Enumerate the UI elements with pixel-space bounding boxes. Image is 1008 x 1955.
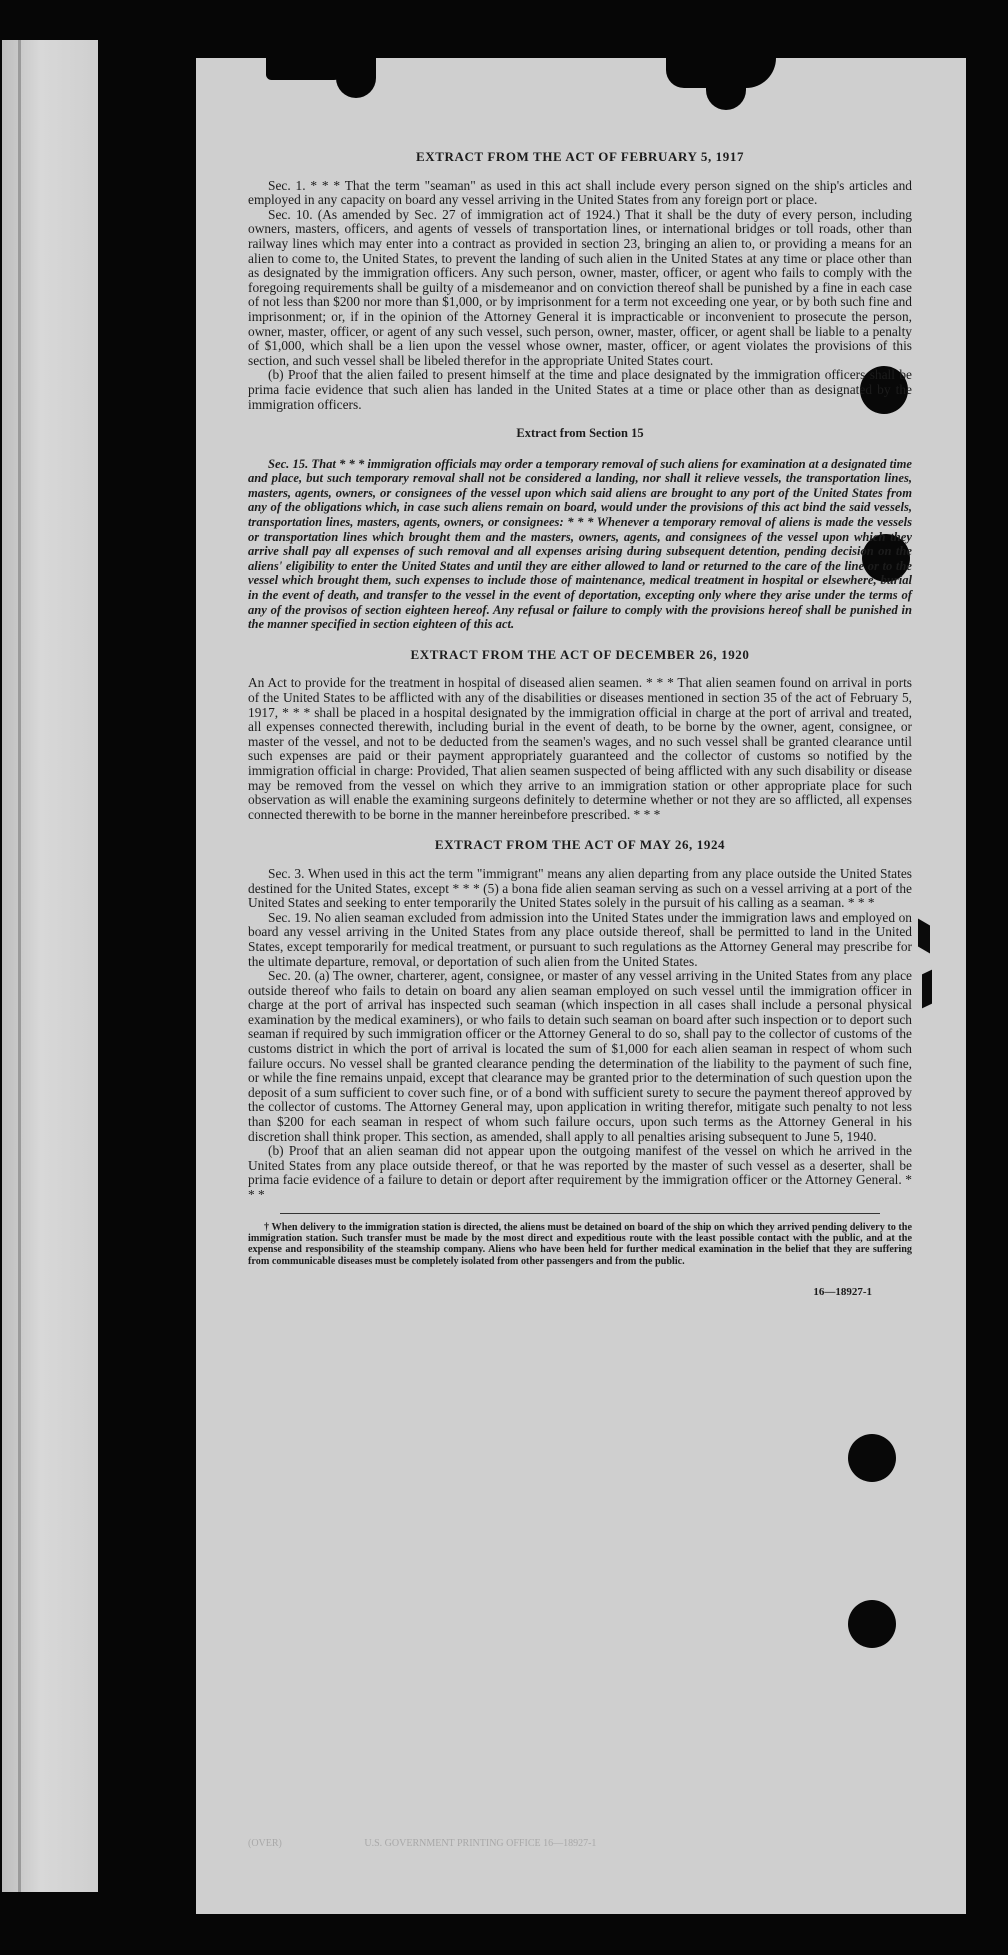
paragraph: Sec. 19. No alien seaman excluded from admission into the United States under the immigration laws and employed on board any vessel arriving in the United States from any place outside thereof, shall be permitted to land in the United States, except temporarily for medical treatment, or pursuant to such regulations as the Attorney General may prescribe for the ultimate departure, removal, or deportation of such alien from the United States. (248, 909, 912, 969)
section-heading: EXTRACT FROM THE ACT OF MAY 26, 1924 (434, 837, 726, 853)
torn-edge (336, 58, 376, 98)
punch-hole (848, 1434, 896, 1482)
paragraph: An Act to provide for the treatment in hospital of diseased alien seamen. * * * That alien seamen found on arrival in ports of the United States to be afflicted with any of the disabilities or diseases mentioned in section 35 of the act of February 5, 1917, * * * shall be placed in a hospital designated by the immigration official in charge at the port of arrival and treated, all expenses connected therewith, including burial in the event of death, to be borne by the owner, agent, consignee, or master of the vessel, and not to be deducted from the seamen's wages, and no such vessel shall be granted clearance until such expenses are paid or their payment appropriately guaranteed and the collector of customs so notified by the immigration official in charge: Provided, That alien seamen suspected of being afflicted with any such disability or disease may be removed from the vessel on which they arrive to an immigration station or other appropriate place for such observation as will enable the examining surgeons definitely to determine whether or not they are so afflicted, all expenses connected therewith to be borne in the manner hereinbefore prescribed. * * * (248, 675, 912, 822)
paragraph: (b) Proof that an alien seaman did not appear upon the outgoing manifest of the vessel on which he arrived in the United States from any place outside thereof, or that he was reported by the master of such vessel as a deserter, shall be prima facie evidence of a failure to detain or deport after requirement by the immigration officer or the Attorney General. * * * (248, 1143, 912, 1202)
document-body (248, 140, 912, 1300)
paragraph: Sec. 20. (a) The owner, charterer, agent, consignee, or master of any vessel arriving in the United States from any place outside thereof who fails to detain on board any alien seaman employed on such vessel until the immigration officer in charge at the port of arrival has inspected such seaman (which inspection in all cases shall include a personal physical examination by the medical examiners), or who fails to detain such seaman on board after such inspection or to deport such seaman if required by such immigration officer or the Attorney General to do so, shall pay to the collector of customs of the customs district in which the port of arrival is located the sum of $1,000 for each alien seaman in respect of whom such failure occurs. No vessel shall be granted clearance pending the determination of the liability to the payment of such fine, or while the fine remains unpaid, except that clearance may be granted prior to the determination of such question upon the deposit of a sum sufficient to cover such fine, or of a bond with sufficient surety to secure the payment thereof approved by the collector of customs. The Attorney General may, upon application in writing therefor, mitigate such penalty to not less than $200 for each seaman in respect of whom such failure occurs, upon such terms as the Attorney General in his discretion shall think proper. This section, as amended, shall apply to all penalties arising subsequent to June 5, 1940. (248, 968, 912, 1144)
section-heading: EXTRACT FROM THE ACT OF DECEMBER 26, 1920 (410, 646, 750, 662)
section-subheading: Extract from Section 15 (516, 426, 644, 441)
faint-over-label: (OVER) (248, 1838, 282, 1849)
paragraph: (b) Proof that the alien failed to present himself at the time and place designated by the immigration officers shall be prima facie evidence that such alien has landed in the United States at a time or place other than as designated by the immigration officers. (248, 367, 912, 412)
torn-edge (706, 58, 746, 110)
punch-hole (848, 1600, 896, 1648)
section-heading: EXTRACT FROM THE ACT OF FEBRUARY 5, 1917 (415, 149, 745, 164)
strip-edge-line (18, 40, 21, 1892)
paragraph-italic: Sec. 15. That * * * immigration officials may order a temporary removal of such aliens for examination at a designated time and place, but such temporary removal shall not be considered a landing, nor shall it relieve vessels, the transportation lines, masters, agents, owners, or consignees of the vessel upon which said aliens are brought to any port of the United States from any of the obligations which, in case such aliens remain on board, would under the provisions of this act bind the said vessels, transportation lines, masters, agents, owners, or consignees: * * * Whenever a temporary removal of aliens is made the vessels or transportation lines which brought them and the masters, owners, agents, and consignees of the vessel upon which they arrive shall pay all expenses of such removal and all expenses arising during subsequent detention, pending decision on the aliens' eligibility to enter the United States and until they are either allowed to land or returned to the care of the line or to the vessel which brought them, such expenses to include those of maintenance, medical treatment in hospital or elsewhere, burial in the event of death, and transfer to the vessel in the event of deportation, excepting only where they arise under the terms of any of the provisos of section eighteen hereof. Any refusal or failure to comply with the provisions hereof shall be punished in the manner specified in section eighteen of this act. (248, 456, 912, 632)
faint-printing-office: U.S. GOVERNMENT PRINTING OFFICE 16—18927-1 (364, 1838, 597, 1849)
edge-mark (922, 970, 932, 1009)
paragraph: Sec. 10. (As amended by Sec. 27 of immigration act of 1924.) That it shall be the duty of every person, including owners, masters, officers, and agents of vessels of transportation lines, or international bridges or toll roads, other than railway lines which may enter into a contract as provided in section 23, bringing an alien to, or providing a means for an alien to come to, the United States, to prevent the landing of such alien in the United States at any time or place other than as designated by the immigration officers. Any such person, owner, master, officer, or agent who fails to comply with the foregoing requirements shall be guilty of a misdemeanor and on conviction thereof shall be punished by a fine in each case of not less than $200 nor more than $1,000, or by imprisonment for a term not exceeding one year, or by both such fine and imprisonment; or, if in the opinion of the Attorney General it is impracticable or inconvenient to prosecute the person, owner, master, officer, or agent of any such vessel, such person, owner, master, officer, or agent shall be liable to a penalty of $1,000, which shall be a lien upon the vessel whose owner, master, officer, or agent violates the provisions of this section, and such vessel shall be libeled therefor in the appropriate United States court. (248, 206, 912, 368)
form-number: 16—18927-1 (813, 1286, 872, 1299)
footnote-divider (280, 1213, 880, 1214)
paragraph: Sec. 1. * * * That the term "seaman" as used in this act shall include every person signed on the ship's articles and employed in any capacity on board any vessel arriving in the United States from any foreign port or place. (248, 177, 912, 208)
left-paper-strip (2, 40, 98, 1892)
paragraph: Sec. 3. When used in this act the term "immigrant" means any alien departing from any place outside the United States destined for the United States, except * * * (5) a bona fide alien seaman serving as such on a vessel arriving at a port of the United States and seeking to enter temporarily the United States solely in the pursuit of his calling as a seaman. * * * (248, 865, 912, 911)
faint-bottom-text (248, 1838, 808, 1849)
document-page (196, 58, 966, 1914)
footnote: † When delivery to the immigration station is directed, the aliens must be detained on board of the ship on which they arrived pending delivery to the immigration station. Such transfer must be made by the most direct and expeditious route with the least possible contact with the public, and at the expense and responsibility of the steamship company. Aliens who have been held for further medical examination in the belief that they are suffering from communicable diseases must be completely isolated from other passengers and from the public. (248, 1221, 912, 1267)
